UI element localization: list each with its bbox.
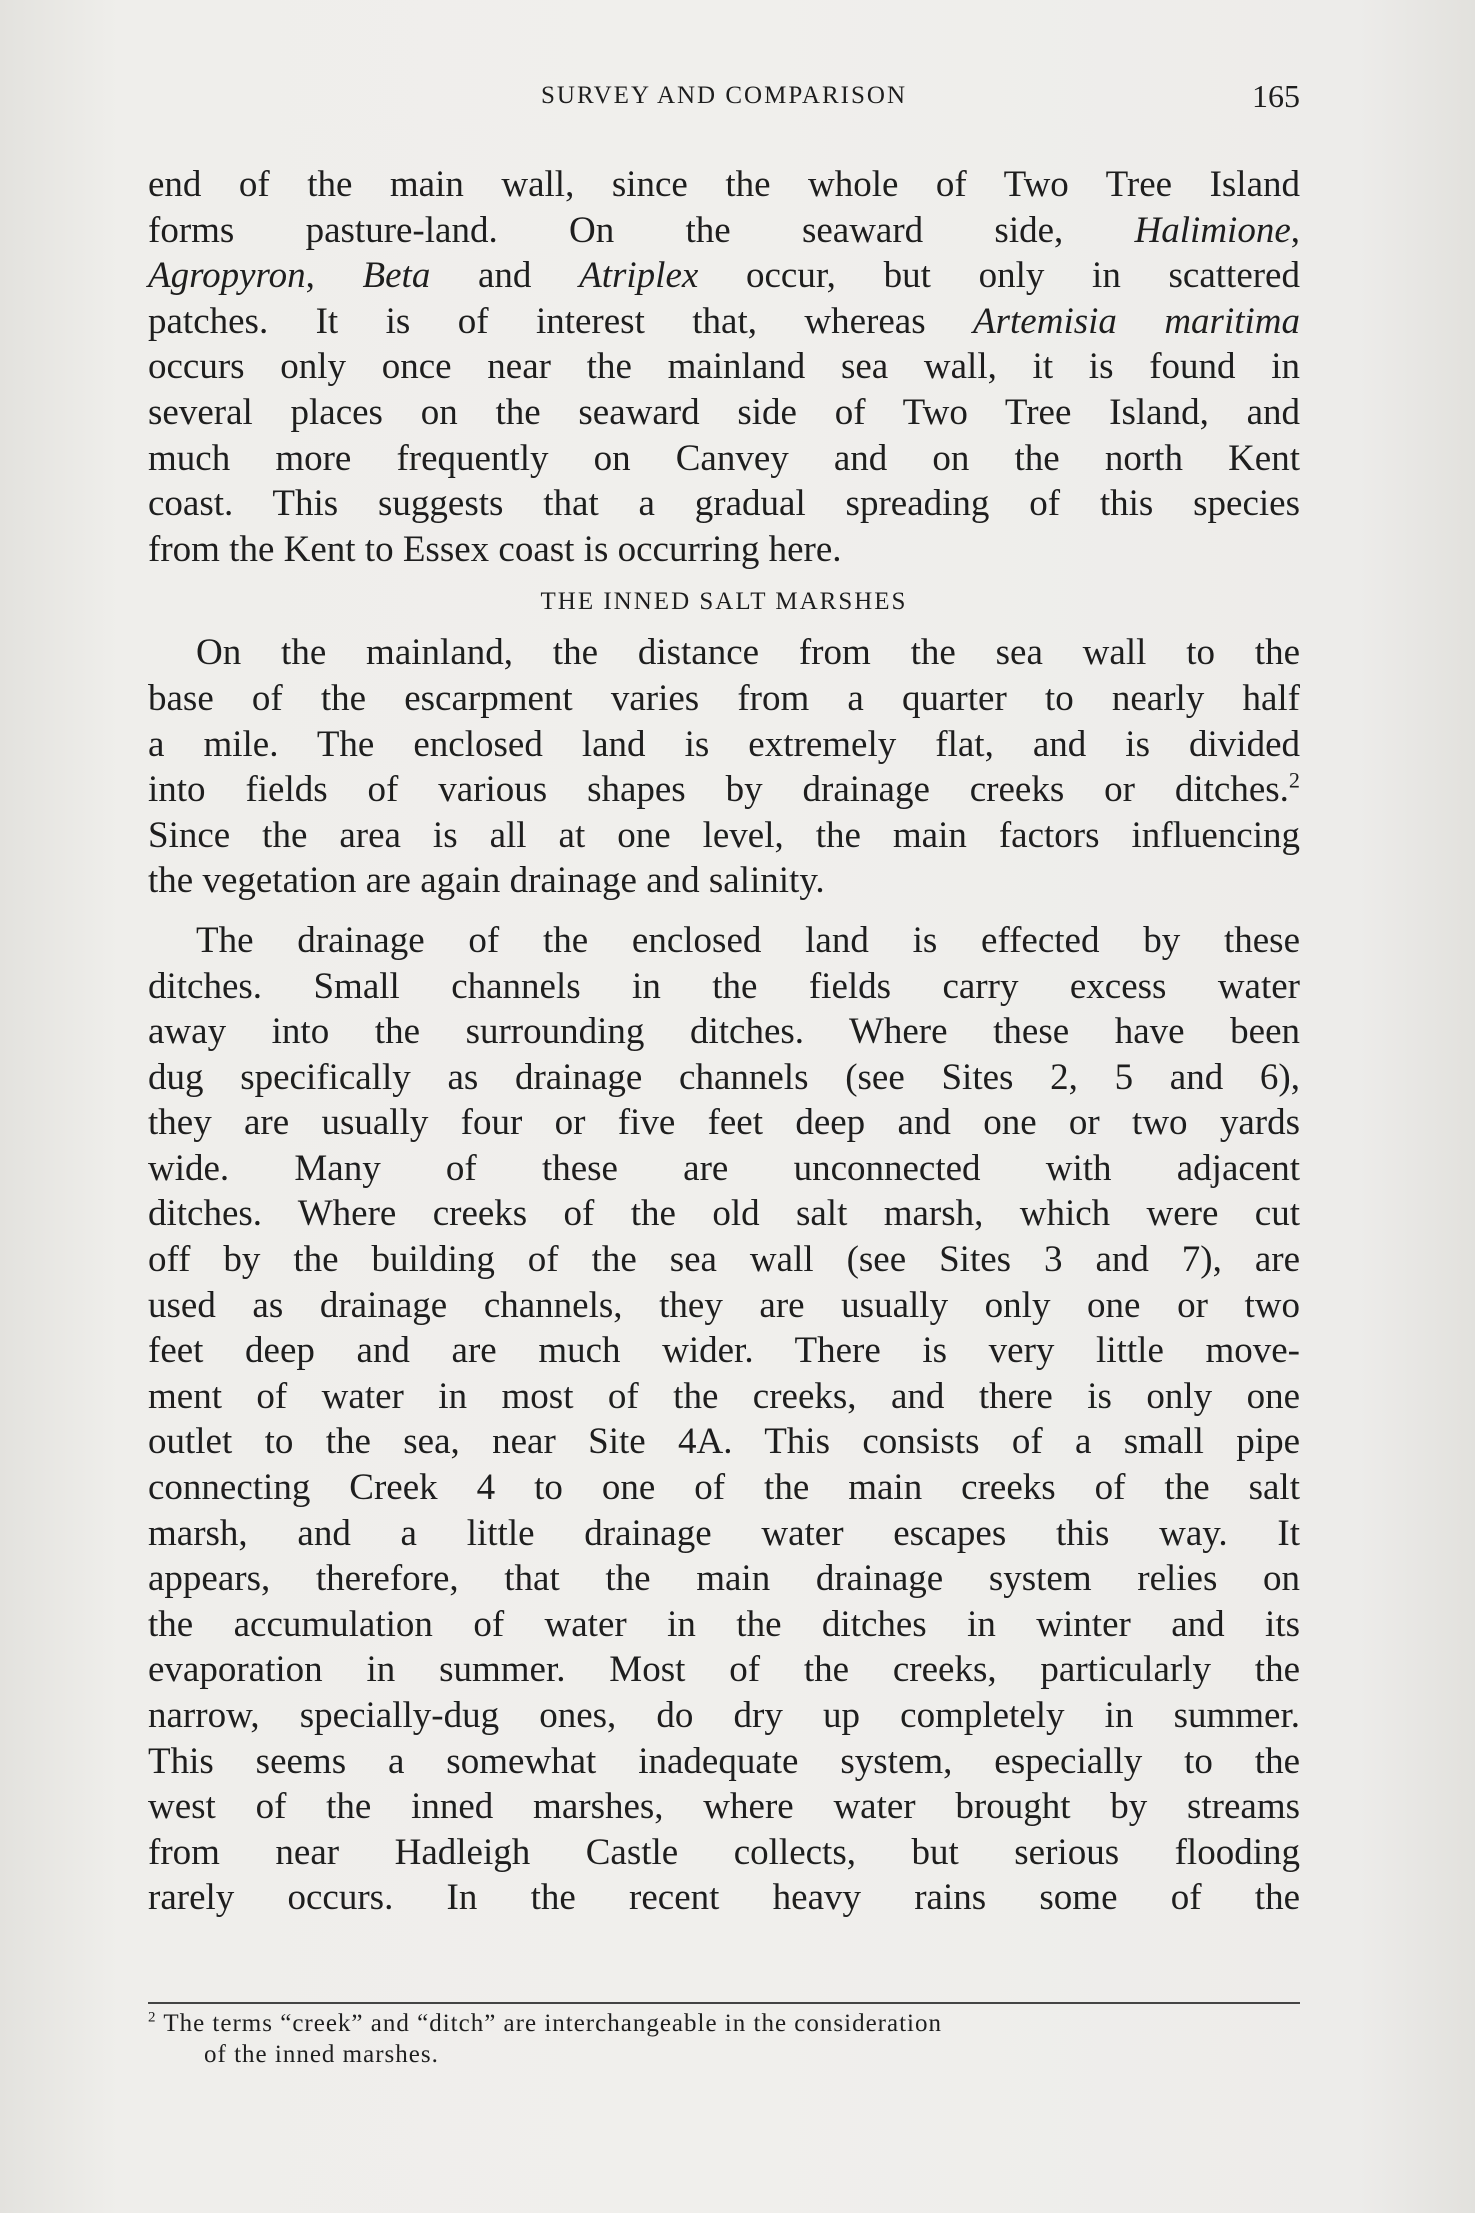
running-head: SURVEY AND COMPARISON	[541, 82, 907, 109]
text-line: appears, therefore, that the main drainage system relies on	[148, 1558, 1300, 1600]
text-line: patches. It is of interest that, whereas Artemisia maritima	[148, 300, 1301, 342]
page-header	[148, 78, 1300, 118]
text-line: several places on the seaward side of Two Tree Island, and	[148, 391, 1300, 433]
page-number: 165	[1252, 78, 1300, 114]
text-line: base of the escarpment varies from a quarter to nearly half	[148, 677, 1300, 719]
text-line	[148, 767, 1300, 813]
text-line: evaporation in summer. Most of the creeks, particularly the	[148, 1649, 1300, 1691]
footnote	[148, 2008, 1300, 2070]
section-heading: THE INNED SALT MARSHES	[540, 588, 908, 616]
text-line: narrow, specially-dug ones, do dry up completely in summer.	[148, 1695, 1300, 1736]
text-line: marsh, and a little drainage water escapes this way. It	[148, 1512, 1300, 1554]
text-line: ment of water in most of the creeks, and there is only one	[148, 1375, 1300, 1417]
text-line: west of the inned marshes, where water brought by streams	[148, 1786, 1300, 1828]
paragraph-continuation	[148, 162, 1300, 572]
text-line-content: into fields of various shapes by drainage creeks or ditches.	[148, 769, 1289, 811]
text-line: they are usually four or five feet deep and one or two yards	[148, 1102, 1300, 1144]
text-line: off by the building of the sea wall (see Sites 3 and 7), are	[148, 1239, 1300, 1281]
footnote-number: 2	[148, 2009, 157, 2026]
text-line: used as drainage channels, they are usually only one or two	[148, 1284, 1300, 1326]
text-line: feet deep and are much wider. There is very little move-	[148, 1330, 1300, 1372]
text-line: On the mainland, the distance from the sea wall to the	[196, 632, 1300, 674]
text-line: wide. Many of these are unconnected with adjacent	[148, 1147, 1300, 1189]
footnote-line: of the inned marshes.	[204, 2041, 439, 2068]
text-line: ditches. Where creeks of the old salt marsh, which were cut	[148, 1193, 1300, 1235]
paragraph-gap	[148, 904, 1300, 918]
text-line: This seems a somewhat inadequate system, especially to the	[148, 1740, 1300, 1782]
text-line: ditches. Small channels in the fields carry excess water	[148, 965, 1300, 1007]
text-line: rarely occurs. In the recent heavy rains some of the	[148, 1877, 1300, 1919]
text-line: connecting Creek 4 to one of the main creeks of the salt	[148, 1467, 1300, 1509]
text-line: Agropyron, Beta and Atriplex occur, but only in scattered	[148, 255, 1300, 297]
footnote-marker: 2	[1288, 767, 1300, 793]
text-line: coast. This suggests that a gradual spreading of this species	[148, 483, 1300, 525]
footnote-text: The terms “creek” and “ditch” are interchangeable in the consideration	[163, 2010, 942, 2037]
text-line: from the Kent to Essex coast is occurring here.	[148, 528, 842, 570]
text-line: forms pasture-land. On the seaward side, Halimione,	[148, 209, 1300, 251]
text-line: end of the main wall, since the whole of Two Tree Island	[148, 164, 1300, 205]
footnote-line	[148, 2008, 1300, 2039]
text-line: a mile. The enclosed land is extremely flat, and is divided	[148, 723, 1300, 765]
body-text	[148, 162, 1300, 1921]
footnote-divider	[148, 2002, 1300, 2004]
text-line: away into the surrounding ditches. Where these have been	[148, 1011, 1300, 1053]
text-line: occurs only once near the mainland sea wall, it is found in	[148, 346, 1300, 388]
text-line: The drainage of the enclosed land is effected by these	[196, 919, 1300, 961]
text-line: dug specifically as drainage channels (see Sites 2, 5 and 6),	[148, 1056, 1300, 1098]
text-line: the vegetation are again drainage and salinity.	[148, 860, 825, 902]
text-line: the accumulation of water in the ditches in winter and its	[148, 1603, 1300, 1645]
paragraph	[148, 918, 1300, 1921]
paragraph	[148, 630, 1300, 904]
text-line: Since the area is all at one level, the main factors influencing	[148, 814, 1300, 856]
text-line: much more frequently on Canvey and on the north Kent	[148, 437, 1300, 479]
text-line: from near Hadleigh Castle collects, but serious flooding	[148, 1831, 1300, 1873]
text-line: outlet to the sea, near Site 4A. This consists of a small pipe	[148, 1421, 1300, 1463]
